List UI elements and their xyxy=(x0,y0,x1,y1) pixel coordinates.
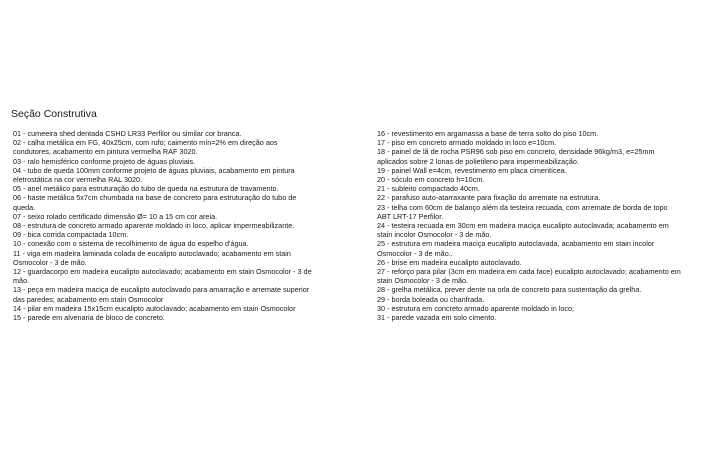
note-item-11: 11 - viga em madeira laminada colada de eucalipto autoclavado; acabamento em stain Osmocolor - 3 de mão. xyxy=(13,248,291,267)
note-item-07: 07 - seixo rolado certificado dimensão Ø= 10 a 15 cm cor areia. xyxy=(13,211,218,221)
note-item-14: 14 - pilar em madeira 15x15cm eucalipto autoclavado; acabamento em stain Osmocolor xyxy=(13,303,296,313)
note-item-15: 15 - parede em alvenaria de bloco de concreto. xyxy=(13,313,165,323)
note-item-28: 28 - grelha metálica, prever dente na orla de concreto para sustentação da grelha. xyxy=(377,285,642,295)
note-item-04: 04 - tubo de queda 100mm conforme projeto de águas pluviais, acabamento em pintura eletrostática na cor vermelha RAL 3020. xyxy=(13,165,295,185)
note-item-27: 27 - reforço para pilar (3cm em madeira em cada face) eucalipto autoclavado; acabamento em stain Osmocolor - 3 de mão. xyxy=(377,267,681,286)
note-item-12: 12 - guardacorpo em madeira eucalipto autoclavado; acabamento em stain Osmocolor - 3 de mão. xyxy=(13,267,312,286)
note-item-05: 05 - anel metálico para estruturação do tubo de queda na estrutura de travamento. xyxy=(13,184,279,194)
note-item-29: 29 - borda boleada ou chanfrada. xyxy=(377,294,485,304)
note-item-26: 26 - brise em madeira eucalipto autoclavado. xyxy=(377,257,522,267)
note-item-10: 10 - conexão com o sistema de recolhimento de água do espelho d'água. xyxy=(13,239,249,249)
note-item-24: 24 - testeira recuada em 30cm em madeira maciça eucalipto autoclavada; acabamento em stain incolor Osmocolor - 3 de mão. xyxy=(377,221,669,240)
note-item-06: 06 - haste metálica 5x7cm chumbada na base de concreto para estruturação do tubo de queda. xyxy=(13,193,297,212)
note-item-02: 02 - calha metálica em FG, 40x25cm, com rufo; caimento mín=2% em direção aos condutores, acabamento em pintura vermelha RAF 3020. xyxy=(13,138,278,157)
note-item-03: 03 - ralo hemisférico conforme projeto de águas pluviais. xyxy=(13,156,196,166)
note-item-01: 01 - cumeeira shed dentada CSHD LR33 Perfilor ou similar cor branca. xyxy=(13,129,242,138)
note-item-16: 16 - revestimento em argamassa a base de terra solto do piso 10cm. xyxy=(377,129,599,138)
note-item-19: 19 - painel Wall e=4cm, revestimento em placa cimentícea. xyxy=(377,165,567,175)
note-item-17: 17 - piso em concreto armado moldado in loco e=10cm. xyxy=(377,138,557,148)
note-item-18: 18 - painel de lã de rocha PSR96 sob piso em concreto, densidade 96kg/m3, e=25mm aplicados sobre 2 lonas de polietileno para impermeabilização. xyxy=(377,147,655,166)
note-item-31: 31 - parede vazada em solo cimento. xyxy=(377,313,497,323)
note-item-08: 08 - estrutura de concreto armado aparente moldado in loco, aplicar impermeabilizante. xyxy=(13,221,295,231)
note-item-30: 30 - estrutura em concreto armado aparente moldado in loco; xyxy=(377,303,575,313)
note-item-22: 22 - parafuso auto-atarraxante para fixação do arremate na estrutura. xyxy=(377,193,601,203)
note-item-20: 20 - sóculo em concreto h=10cm. xyxy=(377,175,485,185)
note-item-21: 21 - subleito compactado 40cm. xyxy=(377,184,480,194)
section-title: Seção Construtiva xyxy=(11,108,97,120)
note-item-25: 25 - estrutura em madeira maciça eucalipto autoclavada, acabamento em stain incolor Osmocolor - 3 de mão.. xyxy=(377,239,655,258)
note-item-09: 09 - bica corrida compactada 10cm. xyxy=(13,230,129,240)
note-item-13: 13 - peça em madeira maciça de eucalipto autoclavado para amarração e arremate superior das paredes; acabamento em stain Osmocolor xyxy=(13,285,310,304)
note-item-23: 23 - telha com 60cm de balanço além da testeira recuada, com arremate de borda de topo ABT LRT-17 Perfilor. xyxy=(377,202,668,221)
right-notes-column xyxy=(377,129,682,322)
left-notes-column xyxy=(13,129,313,322)
